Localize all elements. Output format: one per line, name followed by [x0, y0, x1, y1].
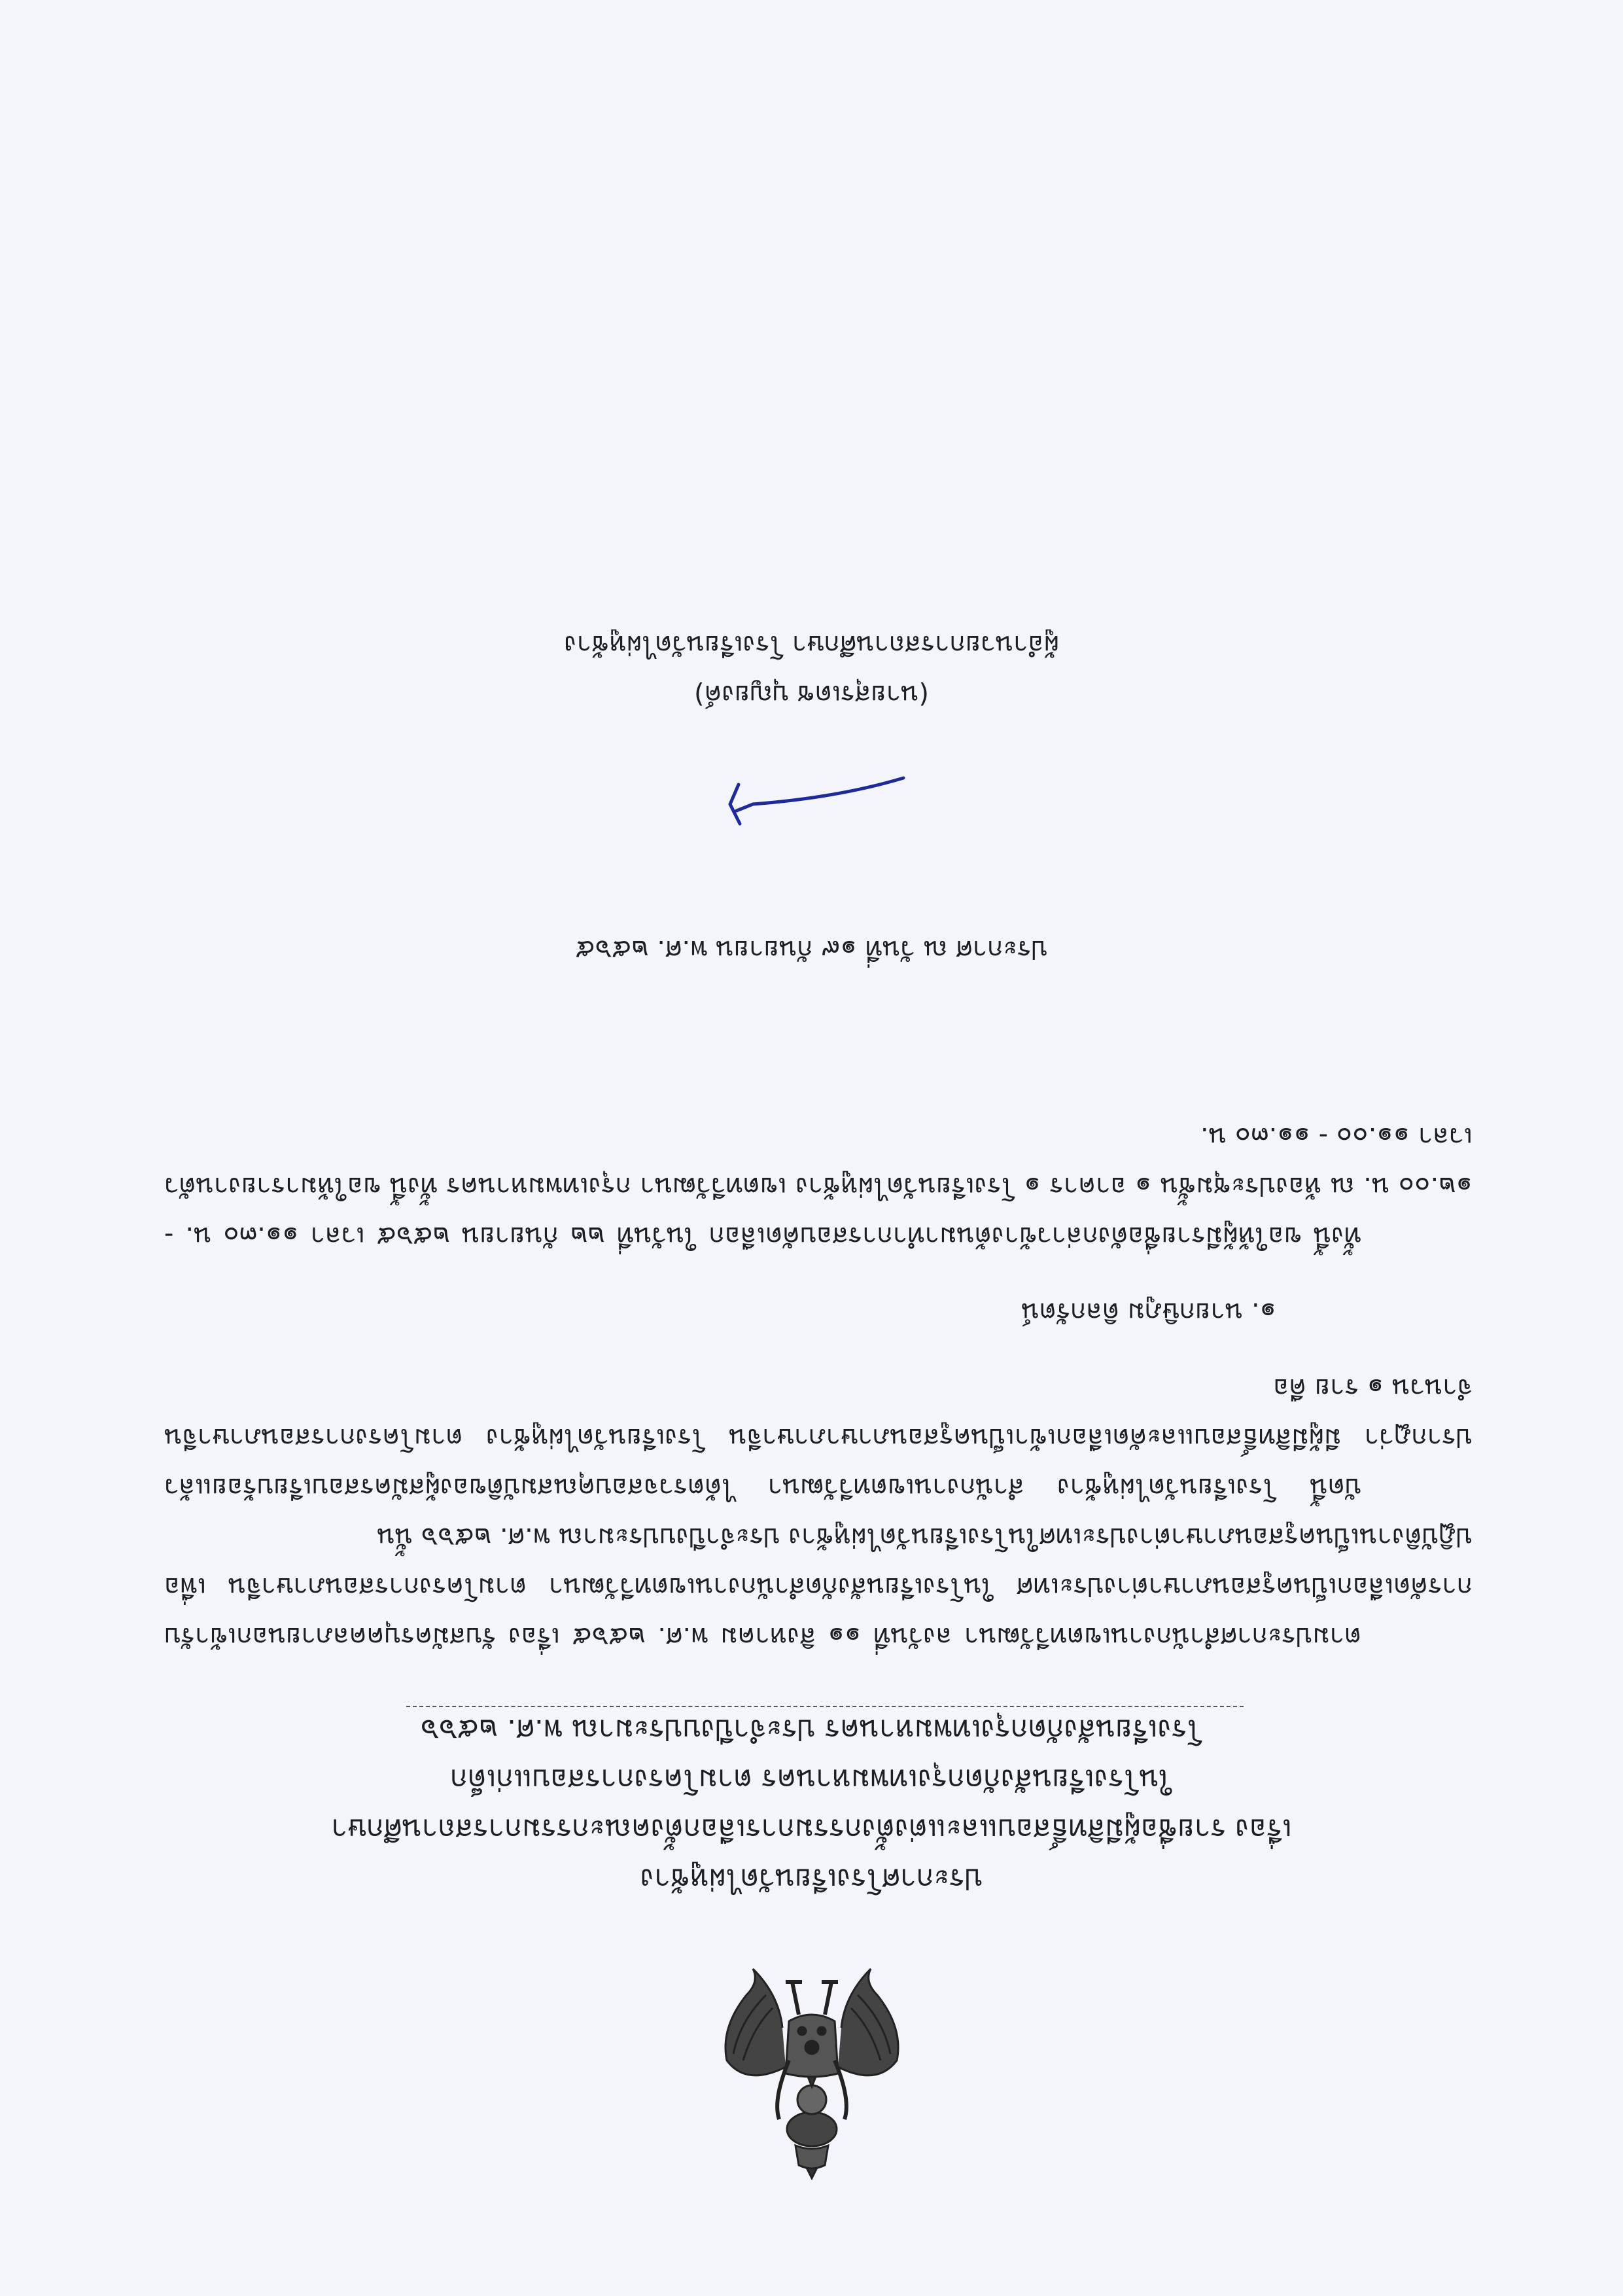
garuda-emblem-icon: [707, 1956, 916, 2191]
document-body: [164, 1112, 1473, 1661]
paragraph-2: บัดนี้ โรงเรียนวัดไผ่หูช้าง สำนักงานเขตทวีวัฒนา ได้ตรวจสอบคุณสมบัติของผู้สมัครสอบเรียบร้อยแล้ว ปรากฏว่า มีผู้มีสิทธิ์สอบและคัดเลือกเข้าเป็นครูสอนภาษาภาษาจีน โรงเรียนวัดไผ่หูช้าง ตามโครงการสอนภาษาจีน จำนวน ๑ ราย คือ: [164, 1373, 1473, 1502]
header-separator: [406, 1706, 1244, 1707]
signer-title: ผู้อำนวยการสถานศึกษา โรงเรียนวัดไผ่หูช้าง: [564, 629, 1059, 660]
document-header: [0, 1704, 1623, 1903]
header-title: ประกาศโรงเรียนวัดไผ่หูช้าง: [640, 1862, 983, 1896]
handwritten-signature-icon: [681, 758, 916, 876]
paragraph-1: ตามประกาศสำนักงานเขตทวีวัฒนา ลงวันที่ ๑๑ สิงหาคม พ.ศ. ๒๕๖๕ เรื่อง รับสมัครบุคคลภายนอกเข้ารับการคัดเลือกเป็นครูสอนภาษาต่างประเทศ ในโรงเรียนสังกัดสำนักงานเขตทวีวัฒนา ตามโครงการสอนภาษาจีน เพื่อปฏิบัติงานเป็นครูสอนภาษาต่างประเทศในโรงเรียนวัดไผ่หูช้าง ประจำปีงบประมาณ พ.ศ. ๒๕๖๖ นั้น: [164, 1522, 1473, 1651]
announcement-date: ประกาศ ณ วันที่ ๑๙ กันยายน พ.ศ. ๒๕๖๕: [575, 934, 1048, 964]
header-subject-line2: ในโรงเรียนสังกัดกรุงเทพมหานคร ตามโครงการสอบแก่เด็ก: [450, 1763, 1173, 1796]
header-subject-line3: โรงเรียนสังกัดกรุงเทพมหานคร ประจำปีงบประมาณ พ.ศ. ๒๕๖๖: [420, 1713, 1203, 1746]
candidate-list-item: ๑. นายกษิภูม ดิลกรัตน์: [1021, 1297, 1276, 1327]
signer-name: (นายสุรเดช บุญยงค์): [693, 679, 930, 709]
signer-block: [0, 620, 1623, 719]
paragraph-3: ทั้งนี้ ขอให้ผู้มีรายชื่อดังกล่าวข้างต้นมาทำการสอบคัดเลือก ในวันที่ ๒๒ กันยายน ๒๕๖๕ เวลา ๑๑.๓๐ น. - ๑๒.๐๐ น. ณ ห้องประชุมชั้น ๑ อาคาร ๑ โรงเรียนวัดไผ่หูช้าง เขตทวีวัฒนา กรุงเทพมหานคร ทั้งนี้ ขอให้มารายงานตัว เวลา ๑๑.๐๐ - ๑๑.๓๐ น.: [164, 1122, 1473, 1251]
header-subject: เรื่อง รายชื่อผู้มีสิทธิ์สอบและแต่งตั้งกรรมการเลือกตั้งคณะกรรมการสถานศึกษา: [331, 1812, 1292, 1846]
